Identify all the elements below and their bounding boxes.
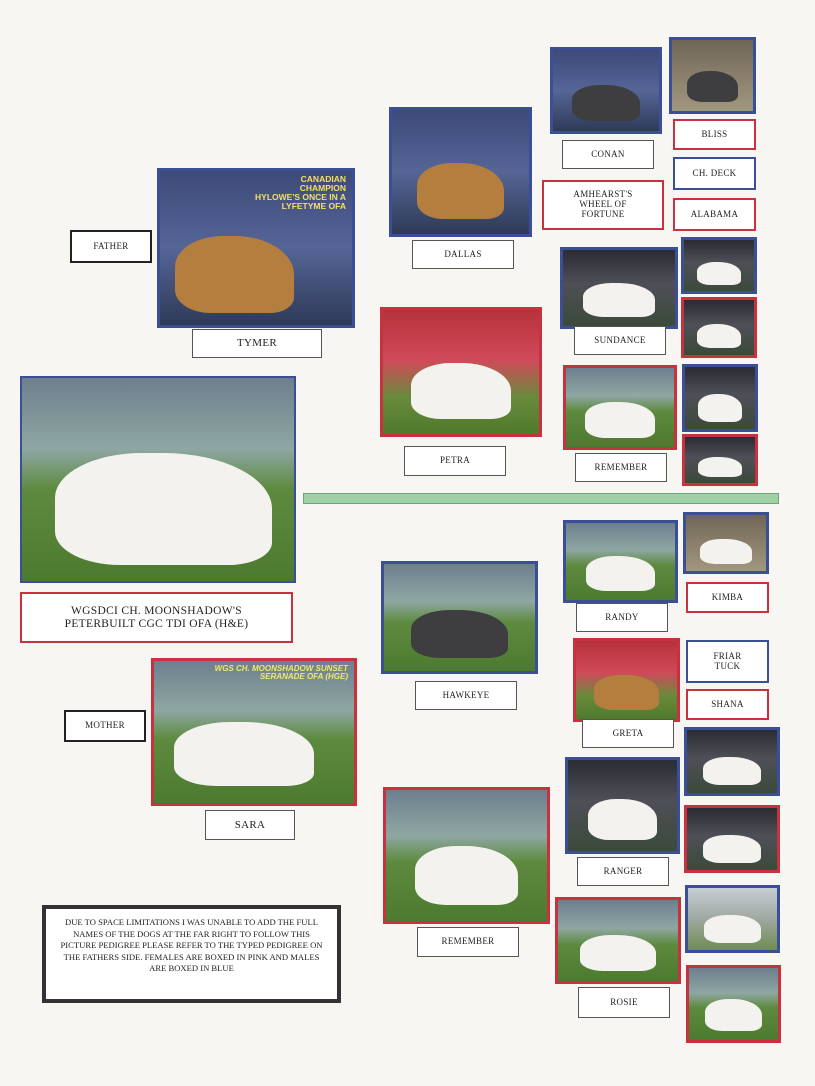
- conan-name-label: CONAN: [562, 140, 654, 169]
- dog-figure: [687, 71, 739, 103]
- dog-figure: [174, 722, 314, 786]
- dog-figure: [698, 394, 743, 422]
- gggsire-photo-3: [682, 364, 758, 432]
- dog-figure: [588, 799, 658, 840]
- hawkeye-name-label: HAWKEYE: [415, 681, 517, 710]
- randy-photo: [563, 520, 678, 603]
- shana-name-label: SHANA: [686, 689, 769, 720]
- dog-figure: [703, 835, 761, 863]
- kimba-name-label: KIMBA: [686, 582, 769, 613]
- conan-photo: [550, 47, 662, 134]
- dallas-photo: [389, 107, 532, 237]
- tymer-photo: [157, 168, 355, 328]
- subject-photo: [20, 376, 296, 583]
- dog-figure: [580, 935, 657, 971]
- alabama-name-label: ALABAMA: [673, 198, 756, 231]
- gggdam-photo-2: [681, 297, 757, 358]
- dog-figure: [415, 846, 518, 905]
- petra-photo: [380, 307, 542, 437]
- dallas-name-label: DALLAS: [412, 240, 514, 269]
- greta-name-label: GRETA: [582, 719, 674, 748]
- remember-photo: [563, 365, 677, 450]
- gggsire-photo-4: [683, 512, 769, 574]
- subject-name-label: WGSDCI CH. MOONSHADOW'S PETERBUILT CGC TDI OFA (H&E): [20, 592, 293, 643]
- tymer-name-label: TYMER: [192, 329, 322, 358]
- gggsire-photo-1: [669, 37, 756, 114]
- dog-figure: [594, 675, 659, 710]
- mother-tag: MOTHER: [64, 710, 146, 742]
- gggsire-photo-5: [684, 727, 780, 796]
- gggsire-photo-6: [685, 885, 780, 953]
- father-tag: FATHER: [70, 230, 152, 263]
- dog-figure: [697, 324, 742, 349]
- dog-figure: [705, 999, 762, 1031]
- remember-dam-photo: [383, 787, 550, 924]
- sundance-name-label: SUNDANCE: [574, 326, 666, 355]
- dog-figure: [585, 402, 654, 438]
- gggdam-photo-6: [686, 965, 781, 1043]
- remember-dam-name-label: REMEMBER: [417, 927, 519, 957]
- petra-name-label: PETRA: [404, 446, 506, 476]
- dog-figure: [697, 262, 742, 285]
- sundance-photo: [560, 247, 678, 329]
- dog-figure: [583, 283, 655, 317]
- friar-tuck-name-label: FRIAR TUCK: [686, 640, 769, 683]
- gggsire-photo-2: [681, 237, 757, 294]
- ranger-name-label: RANGER: [577, 857, 669, 886]
- dog-figure: [572, 85, 640, 121]
- remember-name-label: REMEMBER: [575, 453, 667, 482]
- sire-dam-divider: [303, 493, 779, 504]
- dog-figure: [704, 915, 761, 943]
- rosie-photo: [555, 897, 681, 984]
- amherst-name-label: AMHEARST'S WHEEL OF FORTUNE: [542, 180, 664, 230]
- space-limitation-note: DUE TO SPACE LIMITATIONS I WAS UNABLE TO ADD THE FULL NAMES OF THE DOGS AT THE FAR RIGHT TO FOLLOW THIS PICTURE PEDIGREE PLEASE REFER TO THE TYPED PEDIGREE ON THE FATHERS SIDE. FEMALES ARE BOXED IN PINK AND MALES ARE BOXED IN BLUE: [42, 905, 341, 1003]
- dog-figure: [703, 757, 761, 785]
- greta-photo: [573, 638, 680, 722]
- tymer-photo-caption: CANADIAN CHAMPION HYLOWE'S ONCE IN A LYFETYME OFA: [255, 174, 346, 211]
- dog-figure: [55, 453, 273, 565]
- dog-figure: [700, 539, 751, 564]
- sara-photo-caption: WGS CH. MOONSHADOW SUNSET SERANADE OFA (HGE): [214, 664, 348, 682]
- bliss-name-label: BLISS: [673, 119, 756, 150]
- dog-figure: [586, 556, 656, 591]
- hawkeye-photo: [381, 561, 538, 674]
- dog-figure: [411, 610, 508, 658]
- gggdam-photo-3: [682, 434, 758, 486]
- dog-figure: [417, 163, 505, 219]
- sara-name-label: SARA: [205, 810, 295, 840]
- gggdam-photo-5: [684, 805, 780, 873]
- dog-figure: [411, 363, 511, 419]
- dog-figure: [698, 457, 743, 478]
- randy-name-label: RANDY: [576, 603, 668, 632]
- ch-deck-name-label: CH. DECK: [673, 157, 756, 190]
- dog-figure: [175, 236, 294, 313]
- sara-photo: [151, 658, 357, 806]
- ranger-photo: [565, 757, 680, 854]
- rosie-name-label: ROSIE: [578, 987, 670, 1018]
